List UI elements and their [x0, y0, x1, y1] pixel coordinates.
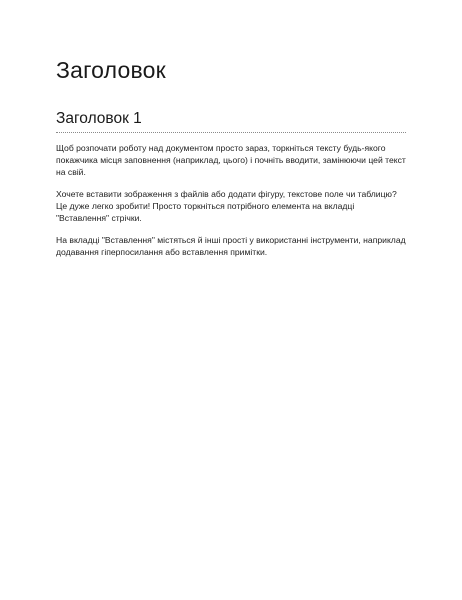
- body-paragraph-3[interactable]: На вкладці "Вставлення" містяться й інші прості у використанні інструменти, наприклад додавання гіперпосилання або вставлення примітки.: [56, 235, 406, 257]
- heading-1[interactable]: Заголовок 1: [56, 109, 406, 133]
- body-paragraph-1[interactable]: Щоб розпочати роботу над документом просто зараз, торкніться тексту будь-якого покажчика місця заповнення (наприклад, цього) і почніть вводити, замінюючи цей текст на свій.: [56, 143, 406, 177]
- body-paragraph-2[interactable]: Хочете вставити зображення з файлів або додати фігуру, текстове поле чи таблицю? Це дуже легко зробити! Просто торкніться потрібного елемента на вкладці "Вставлення" стрічки.: [56, 189, 397, 223]
- document-title[interactable]: Заголовок: [56, 57, 166, 83]
